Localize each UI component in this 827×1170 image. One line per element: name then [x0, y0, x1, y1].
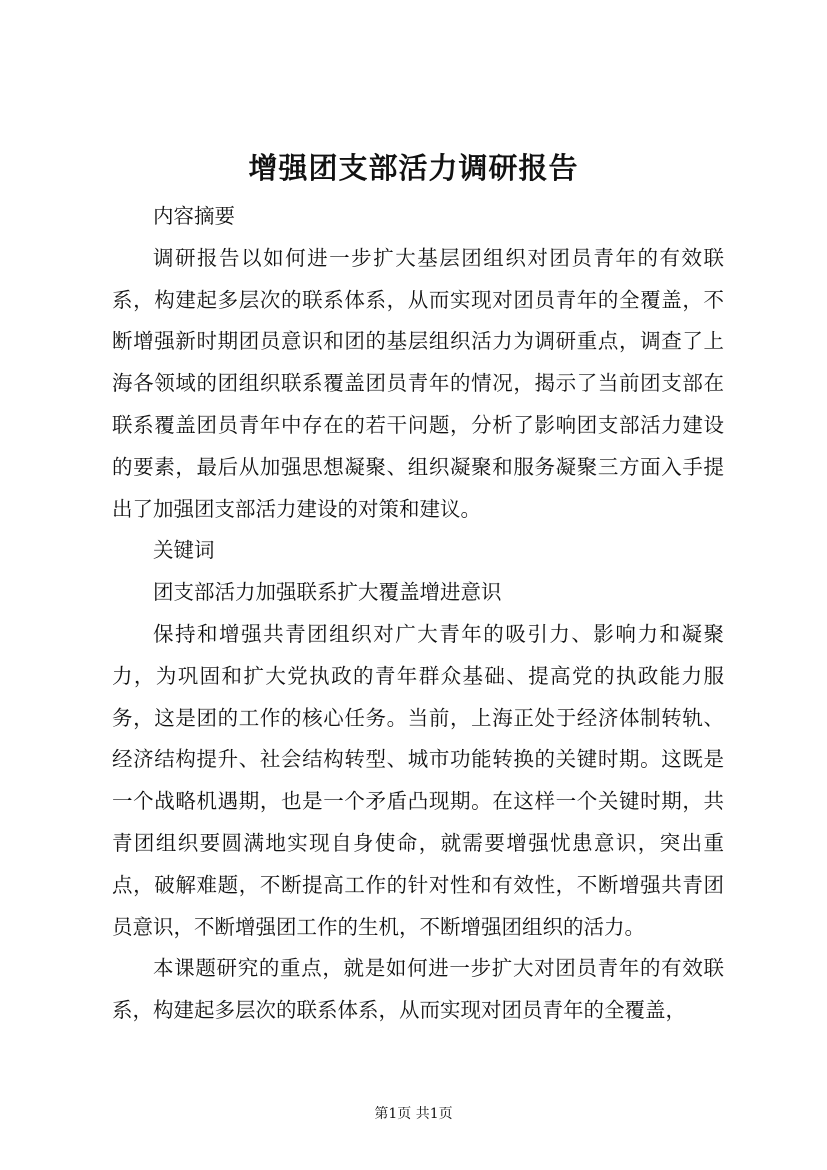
page-total: 共1页	[415, 1106, 453, 1122]
document-body	[112, 196, 724, 1032]
paragraph-intro: 保持和增强共青团组织对广大青年的吸引力、影响力和凝聚力，为巩固和扩大党执政的青年群众基础、提高党的执政能力服务，这是团的工作的核心任务。当前，上海正处于经济体制转轨、经济结构提升、社会结构转型、城市功能转换的关键时期。这既是一个战略机遇期，也是一个矛盾凸现期。在这样一个关键时期，共青团组织要圆满地实现自身使命，就需要增强忧患意识，突出重点，破解难题，不断提高工作的针对性和有效性，不断增强共青团员意识，不断增强团工作的生机，不断增强团组织的活力。	[112, 621, 724, 939]
paragraph-research-focus: 本课题研究的重点，就是如何进一步扩大对团员青年的有效联系，构建起多层次的联系体系，从而实现对团员青年的全覆盖，	[112, 956, 724, 1023]
page-footer	[0, 1104, 827, 1124]
paragraph-abstract-text: 调研报告以如何进一步扩大基层团组织对团员青年的有效联系，构建起多层次的联系体系，从而实现对团员青年的全覆盖，不断增强新时期团员意识和团的基层组织活力为调研重点，调查了上海各领域的团组织联系覆盖团员青年的情况，揭示了当前团支部在联系覆盖团员青年中存在的若干问题，分析了影响团支部活力建设的要素，最后从加强思想凝聚、组织凝聚和服务凝聚三方面入手提出了加强团支部活力建设的对策和建议。	[112, 245, 724, 521]
paragraph-abstract-heading: 内容摘要	[153, 204, 235, 228]
page-number: 第1页	[374, 1106, 412, 1122]
paragraph-keywords-text: 团支部活力加强联系扩大覆盖增进意识	[153, 580, 502, 605]
paragraph-keywords-heading: 关键词	[153, 538, 215, 563]
document-title: 增强团支部活力调研报告	[248, 151, 579, 185]
